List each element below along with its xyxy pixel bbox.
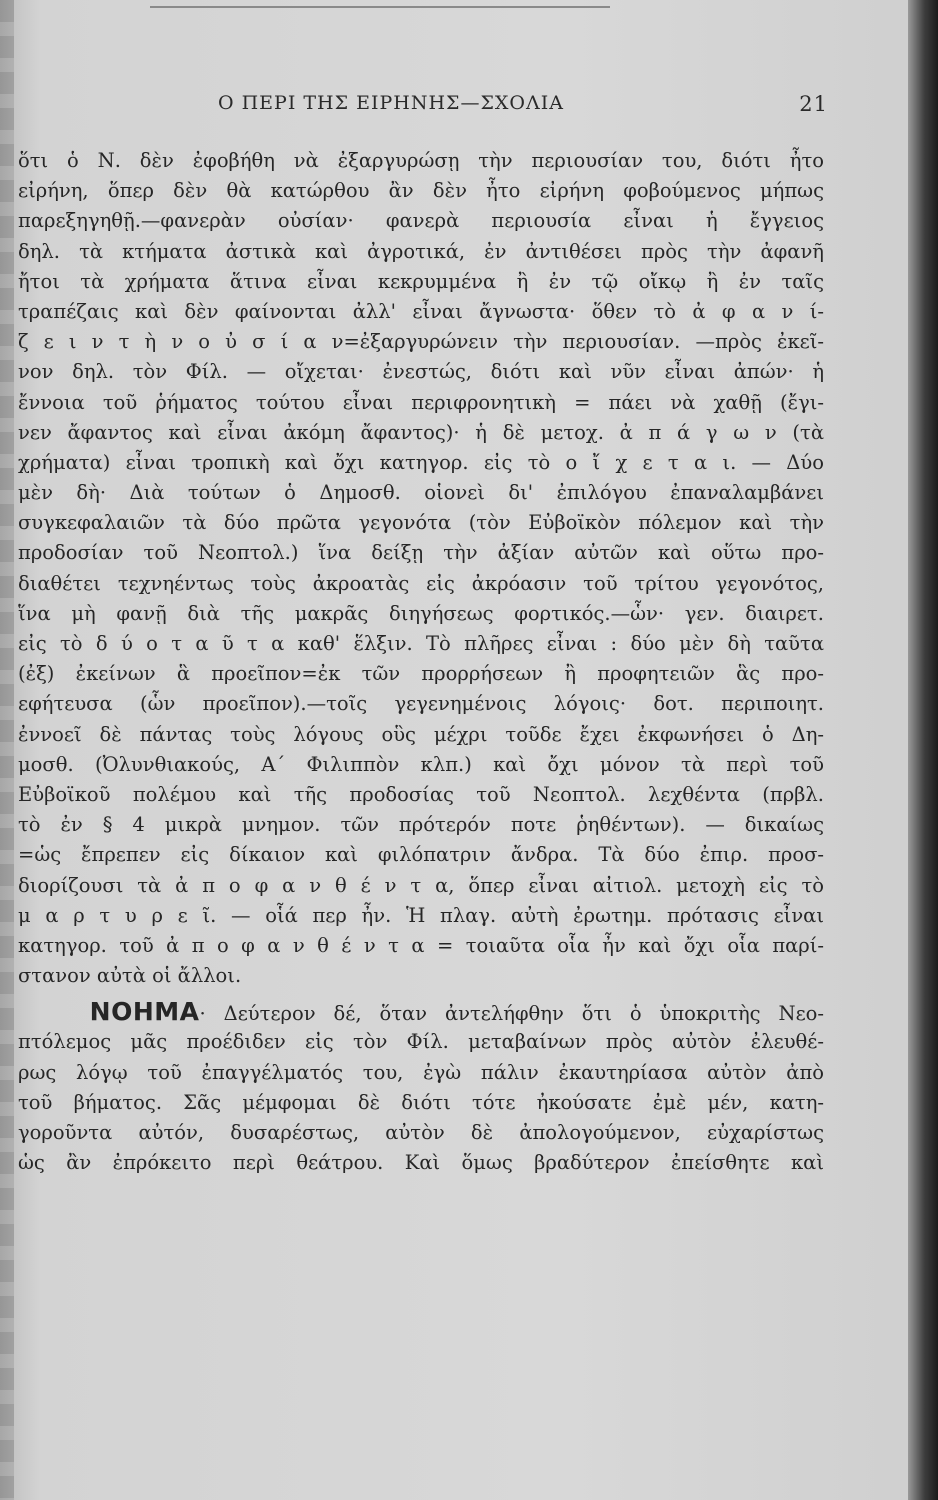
noema-first-line-text: · Δεύτερον δέ, ὅταν ἀντελήφθην ὅτι ὁ ὑποκριτὴς Νεο-: [199, 1002, 824, 1026]
noema-line: τοῦ βήματος. Σᾶς μέμφομαι δὲ διότι τότε ἠκούσατε ἐμὲ μέν, κατη-: [18, 1090, 824, 1114]
text-line: διορίζουσι τὰ ἀ π ο φ α ν θ έ ν τ α, ὅπερ εἶναι αἰτιολ. μετοχὴ εἰς τὸ: [18, 873, 824, 897]
running-title: Ο ΠΕΡΙ ΤΗΣ ΕΙΡΗΝΗΣ—ΣΧΟΛΙΑ: [218, 92, 564, 114]
text-line: συγκεφαλαιῶν τὰ δύο πρῶτα γεγονότα (τὸν Εὐβοϊκὸν πόλεμον καὶ τὴν: [18, 511, 824, 535]
text-line: εἰς τὸ δ ύ ο τ α ῦ τ α καθ' ἕλξιν. Τὸ πλῆρες εἶναι : δύο μὲν δὴ ταῦτα: [18, 632, 824, 655]
text-line: εφήτευσα (ὧν προεῖπον).—τοῖς γεγενημένοις λόγοις· δοτ. περιποιητ.: [18, 692, 824, 716]
text-line: νεν ἄφαντος καὶ εἶναι ἀκόμη ἄφαντος)· ἡ δὲ μετοχ. ἀ π ά γ ω ν (τὰ: [18, 420, 824, 444]
text-line: ἐννοεῖ δὲ πάντας τοὺς λόγους οὓς μέχρι τοῦδε ἔχει ἐκφωνήσει ὁ Δη-: [18, 722, 824, 746]
noema-line: γοροῦντα αὐτόν, δυσαρέστως, αὐτὸν δὲ ἀπολογούμενον, εὐχαρίστως: [18, 1121, 824, 1144]
top-rule: [150, 6, 610, 8]
text-line: Εὐβοϊκοῦ πολέμου καὶ τῆς προδοσίας τοῦ Νεοπτολ. λεχθέντα (πρβλ.: [18, 782, 824, 806]
text-line: ἤτοι τὰ χρήματα ἅτινα εἶναι κεκρυμμένα ἢ ἐν τῷ οἴκῳ ἢ ἐν ταῖς: [18, 269, 824, 293]
text-line: διαθέτει τεχνηέντως τοὺς ἀκροατὰς εἰς ἀκρόασιν τοῦ τρίτου γεγονότος,: [18, 571, 824, 595]
text-line: μοσθ. (Ὀλυνθιακούς, Α΄ Φιλιππὸν κλπ.) καὶ ὄχι μόνον τὰ περὶ τοῦ: [18, 752, 824, 776]
text-line: στανον αὐτὰ οἱ ἄλλοι.: [18, 964, 242, 988]
running-header: [218, 92, 828, 122]
noema-heading: ΝΟΗΜΑ: [89, 997, 200, 1027]
text-line: μὲν δὴ· Διὰ τούτων ὁ Δημοσθ. οἱονεὶ δι' ἐπιλόγου ἐπαναλαμβάνει: [18, 481, 824, 505]
text-line: (ἐξ) ἐκείνων ἃ προεῖπον=ἐκ τῶν προρρήσεων ἢ προφητειῶν ἃς προ-: [18, 662, 824, 686]
text-line: τὸ ἐν § 4 μικρὰ μνημον. τῶν πρότερόν ποτε ῥηθέντων). — δικαίως: [18, 813, 824, 837]
noema-line: ρως λόγῳ τοῦ ἐπαγγέλματός του, ἐγὼ πάλιν ἐκαυτηρίασα αὐτὸν ἀπὸ: [18, 1060, 824, 1084]
text-line: εἰρήνη, ὅπερ δὲν θὰ κατώρθου ἂν δὲν ἦτο εἰρήνη φοβούμενος μήπως: [18, 179, 824, 203]
page-gutter-shadow: [0, 0, 14, 1500]
text-line: μ α ρ τ υ ρ ε ῖ. — οἷά περ ἦν. Ἡ πλαγ. αὐτὴ ἐρωτημ. πρότασις εἶναι: [18, 903, 824, 927]
text-line: νον δηλ. τὸν Φίλ. — οἴχεται· ἐνεστώς, διότι καὶ νῦν εἶναι ἀπών· ἡ: [18, 360, 824, 384]
text-line: ἔννοια τοῦ ῥήματος τούτου εἶναι περιφρονητικὴ = πάει νὰ χαθῇ (ἔγι-: [18, 390, 824, 414]
text-line: χρήματα) εἶναι τροπικὴ καὶ ὄχι κατηγορ. εἰς τὸ ο ἴ χ ε τ α ι. — Δύο: [18, 450, 824, 474]
noema-line: ὡς ἂν ἐπρόκειτο περὶ θεάτρου. Καὶ ὅμως βραδύτερον ἐπείσθητε καὶ: [18, 1151, 824, 1175]
text-line: κατηγορ. τοῦ ἀ π ο φ α ν θ έ ν τ α = τοιαῦτα οἷα ἦν καὶ ὄχι οἷα παρί-: [18, 933, 824, 957]
noema-line: πτόλεμος μᾶς προέδιδεν εἰς τὸν Φίλ. μεταβαίνων πρὸς αὐτὸν ἐλευθέ-: [18, 1030, 824, 1054]
text-line: ὅτι ὁ Ν. δὲν ἐφοβήθη νὰ ἐξαργυρώσῃ τὴν περιουσίαν του, διότι ἦτο: [18, 149, 824, 172]
text-line: τραπέζαις καὶ δὲν φαίνονται ἀλλ' εἶναι ἄγνωστα· ὅθεν τὸ ἀ φ α ν ί-: [18, 299, 824, 323]
text-line: προδοσίαν τοῦ Νεοπτολ.) ἵνα δείξῃ τὴν ἀξίαν αὐτῶν καὶ οὕτω προ-: [18, 541, 824, 565]
text-line: ζ ε ι ν τ ὴ ν ο ὐ σ ί α ν=ἐξαργυρώνειν τὴν περιουσίαν. —πρὸς ἐκεῖ-: [18, 330, 824, 354]
noema-first-line: [18, 997, 824, 1027]
commentary-text: [18, 146, 824, 1178]
text-line: ἵνα μὴ φανῇ διὰ τῆς μακρᾶς διηγήσεως φορτικός.—ὧν· γεν. διαιρετ.: [18, 601, 824, 625]
text-line: παρεξηγηθῇ.—φανερὰν οὐσίαν· φανερὰ περιουσία εἶναι ἡ ἔγγειος: [18, 209, 824, 233]
page-edge-shadow: [908, 0, 938, 1500]
page-number: 21: [799, 92, 828, 116]
text-line: =ὡς ἔπρεπεν εἰς δίκαιον καὶ φιλόπατριν ἄνδρα. Τὰ δύο ἐπιρ. προσ-: [18, 843, 824, 867]
text-line: δηλ. τὰ κτήματα ἀστικὰ καὶ ἀγροτικά, ἐν ἀντιθέσει πρὸς τὴν ἀφανῆ: [18, 239, 824, 263]
